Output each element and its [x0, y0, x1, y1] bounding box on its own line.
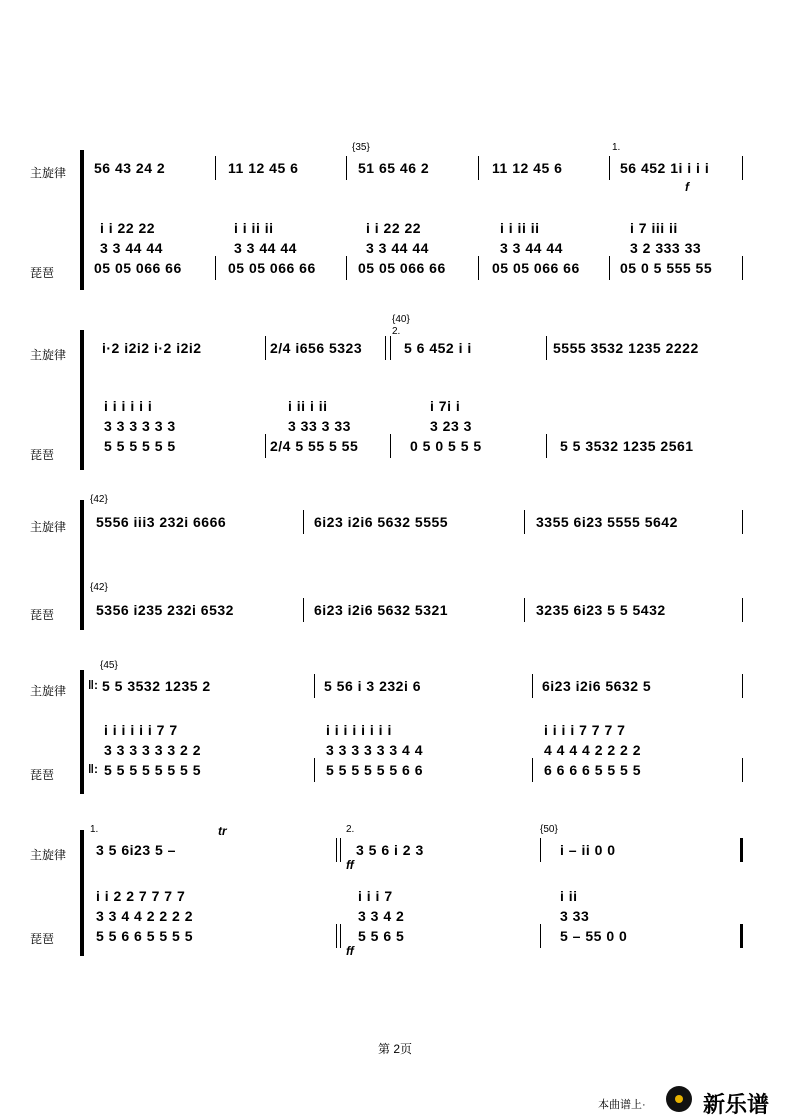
measure-number: {50}: [540, 824, 558, 835]
record-icon: [666, 1086, 692, 1112]
barline: [215, 156, 216, 180]
melody-measure: 11 12 45 6: [492, 160, 563, 176]
pipa-mid-measure: 3 23 3: [430, 418, 472, 434]
melody-measure: 11 12 45 6: [228, 160, 299, 176]
pipa-bottom-measure: 5 5 3532 1235 2561: [560, 438, 694, 454]
system-brace: [80, 330, 84, 470]
pipa-bottom-measure: 05 05 066 66: [492, 260, 580, 276]
melody-measure: 5555 3532 1235 2222: [553, 340, 699, 356]
melody-label: 主旋律: [30, 684, 67, 698]
barline: [390, 336, 391, 360]
pipa-bottom-measure: 5 – 55 0 0: [560, 928, 628, 944]
barline: [303, 598, 304, 622]
system-brace: [80, 500, 84, 630]
barline: [390, 434, 391, 458]
pipa-bottom-measure: 05 05 066 66: [94, 260, 182, 276]
pipa-top-measure: i i ii ii: [234, 220, 274, 236]
measure-number: {40}: [392, 314, 410, 325]
pipa-bottom-measure: 6i23 i2i6 5632 5321: [314, 602, 449, 618]
pipa-top-measure: i ii i ii: [288, 398, 328, 414]
barline: [478, 156, 479, 180]
dynamic-mark: ff: [346, 944, 354, 958]
pipa-top-measure: i i i 7: [358, 888, 393, 904]
barline: [532, 758, 533, 782]
barline: [336, 924, 337, 948]
pipa-mid-measure: 3 33: [560, 908, 590, 924]
melody-measure: 6i23 i2i6 5632 5: [542, 678, 652, 694]
pipa-mid-measure: 4 4 4 4 2 2 2 2: [544, 742, 642, 758]
pipa-bottom-measure: 5356 i235 232i 6532: [96, 602, 234, 618]
credit-text: 本曲谱上·: [598, 1099, 646, 1111]
pipa-label: 琵琶: [30, 448, 55, 462]
pipa-top-measure: i i i i i i: [104, 398, 153, 414]
volta-mark: 2.: [392, 326, 401, 337]
barline: [532, 674, 533, 698]
barline: [742, 510, 743, 534]
pipa-top-measure: i i ii ii: [500, 220, 540, 236]
barline: [314, 758, 315, 782]
pipa-bottom-measure: 05 0 5 555 55: [620, 260, 713, 276]
melody-measure: 5556 iii3 232i 6666: [96, 514, 227, 530]
repeat-start: ‖:: [88, 762, 98, 776]
pipa-label: 琵琶: [30, 608, 55, 622]
barline: [546, 336, 547, 360]
pipa-bottom-measure: 05 05 066 66: [228, 260, 316, 276]
pipa-mid-measure: 3 3 44 44: [234, 240, 297, 256]
melody-measure: 5 56 i 3 232i 6: [324, 678, 422, 694]
pipa-top-measure: i i i i i i i i: [326, 722, 392, 738]
melody-measure: 3 5 6 i 2 3: [356, 842, 424, 858]
pipa-top-measure: i ii: [560, 888, 578, 904]
pipa-label: 琵琶: [30, 932, 55, 946]
pipa-mid-measure: 3 3 4 2: [358, 908, 405, 924]
pipa-top-measure: i i 22 22: [100, 220, 156, 236]
volta-mark: 2.: [346, 824, 355, 835]
barline: [346, 256, 347, 280]
melody-measure: i·2 i2i2 i·2 i2i2: [102, 340, 202, 356]
barline: [340, 924, 341, 948]
dynamic-mark: ff: [346, 858, 354, 872]
barline: [540, 924, 541, 948]
pipa-bottom-measure: 5 5 6 6 5 5 5 5: [96, 928, 194, 944]
pipa-top-measure: i 7i i: [430, 398, 461, 414]
barline: [336, 838, 337, 862]
pipa-bottom-measure: 5 5 5 5 5 5: [104, 438, 176, 454]
barline: [609, 156, 610, 180]
pipa-label: 琵琶: [30, 266, 55, 280]
pipa-label: 琵琶: [30, 768, 55, 782]
repeat-start: ‖:: [88, 678, 98, 692]
barline: [265, 434, 266, 458]
measure-number: {45}: [100, 660, 118, 671]
pipa-top-measure: i i i i i i 7 7: [104, 722, 178, 738]
pipa-bottom-measure: 5 5 5 5 5 5 6 6: [326, 762, 424, 778]
system-brace: [80, 830, 84, 956]
barline: [546, 434, 547, 458]
melody-measure: 5 6 452 i i: [404, 340, 472, 356]
melody-measure: 3 5 6i23 5 –: [96, 842, 176, 858]
barline: [742, 156, 743, 180]
barline: [742, 758, 743, 782]
brand-name: 新乐谱: [703, 1092, 770, 1117]
pipa-top-measure: i i 22 22: [366, 220, 422, 236]
final-barline: [740, 924, 743, 948]
final-barline: [740, 838, 743, 862]
melody-label: 主旋律: [30, 848, 67, 862]
melody-measure: 3355 6i23 5555 5642: [536, 514, 678, 530]
trill-mark: tr: [218, 824, 227, 838]
pipa-mid-measure: 3 33 3 33: [288, 418, 351, 434]
pipa-top-measure: i i i i 7 7 7 7: [544, 722, 626, 738]
barline: [742, 674, 743, 698]
barline: [524, 598, 525, 622]
melody-label: 主旋律: [30, 166, 67, 180]
barline: [540, 838, 541, 862]
barline: [742, 598, 743, 622]
barline: [303, 510, 304, 534]
pipa-bottom-measure: 0 5 0 5 5 5: [410, 438, 482, 454]
melody-measure: 6i23 i2i6 5632 5555: [314, 514, 449, 530]
pipa-mid-measure: 3 3 44 44: [366, 240, 429, 256]
barline: [524, 510, 525, 534]
pipa-mid-measure: 3 3 4 4 2 2 2 2: [96, 908, 194, 924]
melody-measure: 2/4 i656 5323: [270, 340, 363, 356]
pipa-mid-measure: 3 3 3 3 3 3 4 4: [326, 742, 424, 758]
volta-mark: 1.: [90, 824, 99, 835]
barline: [215, 256, 216, 280]
barline: [265, 336, 266, 360]
pipa-mid-measure: 3 3 44 44: [500, 240, 563, 256]
pipa-top-measure: i 7 iii ii: [630, 220, 678, 236]
melody-measure: 56 452 1i i i i: [620, 160, 710, 176]
melody-measure: 51 65 46 2: [358, 160, 430, 176]
system-brace: [80, 150, 84, 290]
barline: [346, 156, 347, 180]
page-number: 第 2页: [377, 1042, 412, 1056]
barline: [609, 256, 610, 280]
melody-measure: 56 43 24 2: [94, 160, 166, 176]
system-brace: [80, 670, 84, 794]
pipa-mid-measure: 3 3 3 3 3 3: [104, 418, 176, 434]
pipa-bottom-measure: 5 5 5 5 5 5 5 5: [104, 762, 202, 778]
pipa-bottom-measure: 05 05 066 66: [358, 260, 446, 276]
barline: [742, 256, 743, 280]
dynamic-mark: f: [685, 180, 689, 194]
pipa-bottom-measure: 3235 6i23 5 5 5432: [536, 602, 666, 618]
pipa-mid-measure: 3 3 44 44: [100, 240, 163, 256]
melody-measure: 5 5 3532 1235 2: [102, 678, 211, 694]
pipa-bottom-measure: 6 6 6 6 5 5 5 5: [544, 762, 642, 778]
barline: [340, 838, 341, 862]
melody-label: 主旋律: [30, 520, 67, 534]
pipa-mid-measure: 3 3 3 3 3 3 2 2: [104, 742, 202, 758]
measure-number: {35}: [352, 142, 370, 153]
pipa-top-measure: i i 2 2 7 7 7 7: [96, 888, 186, 904]
pipa-bottom-measure: 2/4 5 55 5 55: [270, 438, 359, 454]
barline: [385, 336, 386, 360]
barline: [314, 674, 315, 698]
barline: [478, 256, 479, 280]
melody-measure: i – ii 0 0: [560, 842, 616, 858]
measure-number: {42}: [90, 494, 108, 505]
volta-mark: 1.: [612, 142, 621, 153]
measure-number: {42}: [90, 582, 108, 593]
pipa-mid-measure: 3 2 333 33: [630, 240, 702, 256]
pipa-bottom-measure: 5 5 6 5: [358, 928, 405, 944]
melody-label: 主旋律: [30, 348, 67, 362]
